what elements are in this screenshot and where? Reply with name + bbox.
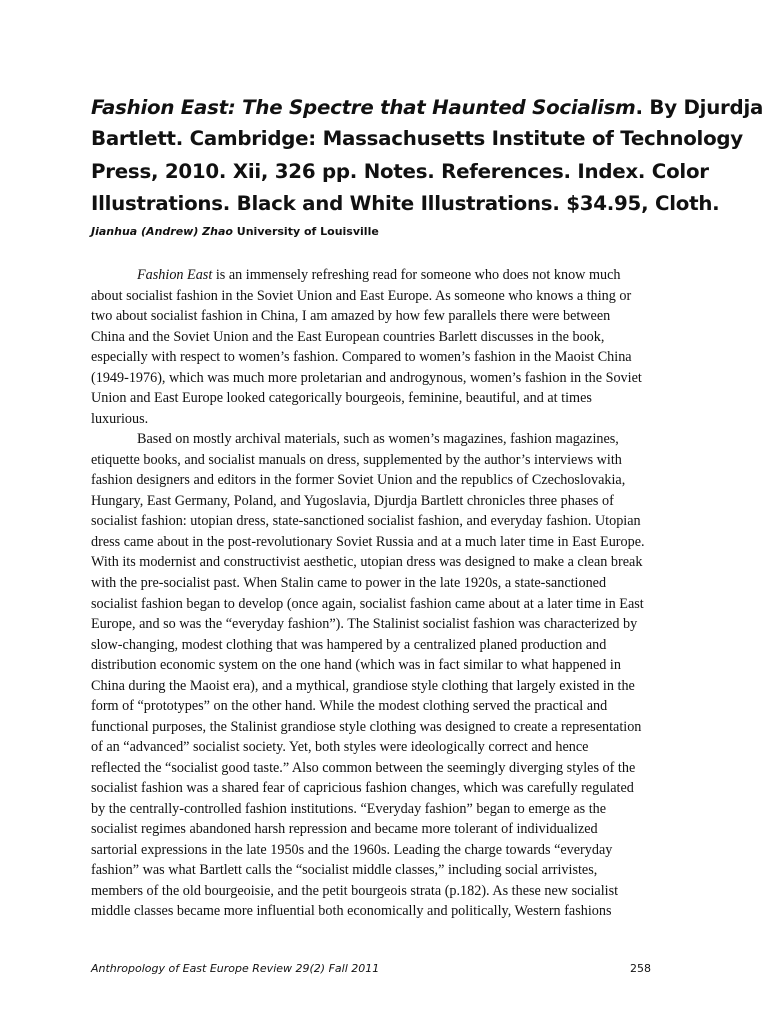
body-line: of an “advanced” socialist society. Yet, both styles were ideologically correct and hence <box>91 739 589 755</box>
body-line: etiquette books, and socialist manuals on dress, supplemented by the author’s interviews with <box>91 452 622 468</box>
body-line: by the centrally-controlled fashion institutions. “Everyday fashion” began to emerge as the <box>91 801 607 817</box>
body-line: China during the Maoist era), and a mythical, grandiose style clothing that largely existed in the <box>91 678 635 694</box>
body-line: two about socialist fashion in China, I am amazed by how few parallels there were between <box>91 308 611 324</box>
title-line-1-rest: . By Djurdja <box>635 96 764 119</box>
body-line: functional purposes, the Stalinist grandiose style clothing was designed to create a representation <box>91 719 642 735</box>
body-line: distribution economic system on the one hand (which was in fact similar to what happened in <box>91 657 621 673</box>
reviewer-affiliation: University of Louisville <box>232 225 379 238</box>
body-line: fashion designers and editors in the former Soviet Union and the republics of Czechoslovakia, <box>91 472 626 488</box>
body-line: sartorial expressions in the late 1950s and the 1960s. Leading the charge towards “everyday <box>91 842 613 858</box>
body-line: Europe, and so was the “everyday fashion”). The Stalinist socialist fashion was characterized by <box>91 616 638 632</box>
title-line-4: Illustrations. Black and White Illustrations. $34.95, Cloth. <box>91 192 720 215</box>
journal-citation: Anthropology of East Europe Review 29(2) Fall 2011 <box>91 962 380 975</box>
body-line: Hungary, East Germany, Poland, and Yugoslavia, Djurdja Bartlett chronicles three phases of <box>91 493 614 509</box>
page-number: 258 <box>630 962 651 975</box>
body-line: Based on mostly archival materials, such as women’s magazines, fashion magazines, <box>137 431 619 447</box>
body-line: dress came about in the post-revolutionary Soviet Russia and at a much later time in East Europe. <box>91 534 645 550</box>
body-line: luxurious. <box>91 411 149 427</box>
body-line: slow-changing, modest clothing that was hampered by a centralized planed production and <box>91 637 607 653</box>
reviewer-byline <box>91 225 379 238</box>
title-line-3: Press, 2010. Xii, 326 pp. Notes. References. Index. Color <box>91 160 709 183</box>
book-title: Fashion East: The Spectre that Haunted Socialism <box>91 96 636 119</box>
body-line: form of “prototypes” on the other hand. While the modest clothing served the practical and <box>91 698 608 714</box>
body-line: China and the Soviet Union and the East European countries Barlett discusses in the book, <box>91 329 605 345</box>
body-line: especially with respect to women’s fashion. Compared to women’s fashion in the Maoist China <box>91 349 632 365</box>
reviewer-name: Jianhua (Andrew) Zhao <box>91 225 233 238</box>
title-line-1 <box>91 96 763 119</box>
body-line: socialist fashion began to develop (once again, socialist fashion came about at a later time in East <box>91 596 644 612</box>
body-line: With its modernist and constructivist aesthetic, utopian dress was designed to make a clean break <box>91 554 643 570</box>
body-line: with the pre-socialist past. When Stalin came to power in the late 1920s, a state-sanctioned <box>91 575 607 591</box>
body-line: (1949-1976), which was much more proletarian and androgynous, women’s fashion in the Soviet <box>91 370 642 386</box>
body-line: socialist regimes abandoned harsh repression and became more tolerant of individualized <box>91 821 598 837</box>
book-title-inline: Fashion East <box>137 267 213 283</box>
body-line: Union and East Europe looked categorically bourgeois, feminine, beautiful, and at times <box>91 390 592 406</box>
body-line: fashion” was what Bartlett calls the “socialist middle classes,” including social arrivistes, <box>91 862 598 878</box>
body-line: middle classes became more influential both economically and politically, Western fashions <box>91 903 612 919</box>
body-line <box>137 265 620 285</box>
body-line: about socialist fashion in the Soviet Union and East Europe. As someone who knows a thing or <box>91 288 632 304</box>
body-text: is an immensely refreshing read for someone who does not know much <box>212 267 621 283</box>
body-line: socialist fashion: utopian dress, state-sanctioned socialist fashion, and everyday fashion. Utopian <box>91 513 641 529</box>
title-line-2: Bartlett. Cambridge: Massachusetts Institute of Technology <box>91 127 743 150</box>
body-line: reflected the “socialist good taste.” Also common between the seemingly diverging styles of the <box>91 760 636 776</box>
body-line: socialist fashion was a shared fear of capricious fashion changes, which was carefully regulated <box>91 780 634 796</box>
body-line: members of the old bourgeoisie, and the petit bourgeois strata (p.182). As these new socialist <box>91 883 619 899</box>
